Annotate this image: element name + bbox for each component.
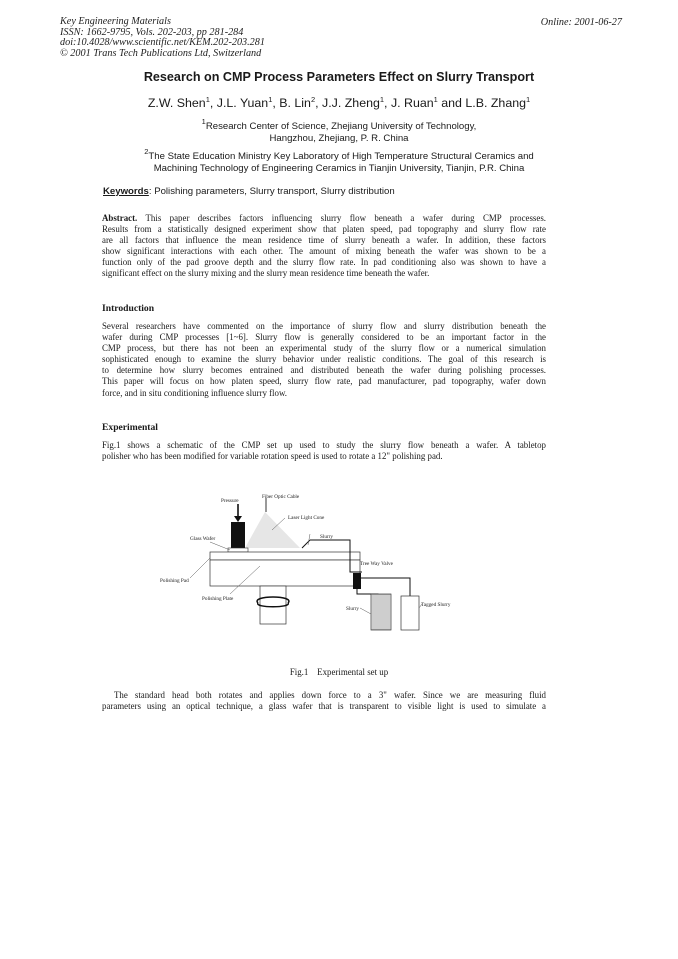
affiliation-mark: 2 [144, 147, 149, 156]
cmp-setup-figure [150, 490, 490, 640]
label-polishing-pad: Polishing Pad [160, 578, 189, 584]
closing-line: parameters using an optical technique, a glass wafer that is transparent to visible light is used to simulate a [102, 701, 546, 712]
online-date: Online: 2001-06-27 [540, 17, 622, 28]
label-fiber-optic-cable: Fiber Optic Cable [262, 494, 300, 500]
platen-shaft [260, 586, 286, 624]
figure-caption: Fig.1 Experimental set up [289, 667, 389, 677]
author-affiliation-mark: 1 [526, 95, 531, 104]
abstract-line: are all factors that influence the mean residence time of slurry beneath a wafer. In addition, these factors [102, 235, 546, 246]
introduction-body [102, 321, 546, 399]
introduction-line: sophisticated enough to examine the slurry behavior under realistic conditions. The goal of this research is [102, 354, 546, 365]
experimental-line: Fig.1 shows a schematic of the CMP set up used to study the slurry flow beneath a wafer. A tabletop [102, 440, 546, 450]
affiliation-line: Research Center of Science, Zhejiang University of Technology, [205, 121, 477, 132]
keywords [103, 186, 395, 197]
abstract-line: Results from a statistically designed experiment show that platen speed, pad topography and slurry flow rate [102, 224, 546, 235]
author: J. Ruan [390, 96, 434, 110]
author-affiliation-mark: 1 [433, 95, 438, 104]
affiliation-mark: 1 [201, 117, 206, 126]
keywords-text: : Polishing parameters, Slurry transport, Slurry distribution [148, 186, 395, 197]
three-way-valve [353, 573, 361, 589]
wafer-holder [231, 522, 245, 550]
introduction-line: force, and in situ conditioning influence slurry flow. [102, 387, 288, 398]
abstract-line: significant effect on the slurry mixing and the slurry mean residence time beneath the wafer. [102, 268, 430, 279]
tagged-slurry-container [401, 596, 419, 630]
author: Z.W. Shen [147, 96, 206, 110]
author-separator: , [272, 96, 280, 110]
copyright-line: © 2001 Trans Tech Publications Ltd, Switzerland [60, 47, 262, 59]
affiliation-line: Hangzhou, Zhejiang, P. R. China [269, 132, 409, 144]
journal-name: Key Engineering Materials [60, 16, 171, 27]
pressure-arrowhead [234, 516, 242, 522]
introduction-line: wafer during CMP processes [1~6]. Slurry flow is generally considered to be an important factor in the [102, 332, 546, 343]
polishing-plate [210, 560, 360, 586]
abstract [102, 213, 546, 280]
author: B. Lin [279, 96, 311, 110]
introduction-line: This paper will focus on how platen speed, slurry flow rate, pad manufacturer, pad topography, wafer down [102, 376, 546, 387]
affiliation-line: The State Education Ministry Key Laboratory of High Temperature Structural Ceramics and [148, 151, 534, 162]
author: J.L. Yuan [216, 96, 269, 110]
introduction-line: CMP process, but there has not been an experimental study of the slurry flow or a numerical simulation [102, 343, 546, 354]
closing-body [102, 690, 546, 712]
slurry-container [371, 594, 391, 630]
doi-line: doi:10.4028/www.scientific.net/KEM.202-203.281 [60, 37, 265, 49]
label-polishing-plate: Polishing Plate [202, 596, 234, 602]
issn-line: ISSN: 1662-9795, Vols. 202-203, pp 281-284 [60, 26, 244, 38]
experimental-body [102, 440, 546, 462]
polishing-pad [210, 552, 360, 560]
label-laser-light-cone: Laser Light Cone [288, 515, 325, 521]
introduction-line: to determine how slurry becomes entrained and distributed beneath the wafer during polishing processes. [102, 365, 546, 376]
glass-wafer [228, 548, 248, 552]
author-affiliation-mark: 1 [205, 95, 210, 104]
abstract-label: Abstract. [102, 213, 138, 223]
journal-header [60, 17, 265, 59]
author: L.B. Zhang [465, 96, 526, 110]
label-tagged-slurry: Tagged Slurry [421, 602, 451, 608]
closing-line: The standard head both rotates and applies down force to a 3" wafer. Since we are measuring fluid [114, 690, 546, 700]
affiliation-1 [0, 116, 678, 144]
affiliation-line: Machining Technology of Engineering Ceramics in Tianjin University, Tianjin, P.R. China [153, 162, 525, 174]
author-separator: and [437, 96, 466, 110]
abstract-line: This paper describes factors influencing slurry flow beneath a wafer during CMP processes. [137, 213, 546, 223]
experimental-line: polisher who has been modified for variable rotation speed is used to rotate a 12" polishing pad. [102, 451, 443, 462]
author: J.J. Zheng [322, 96, 380, 110]
author-separator: , [209, 96, 217, 110]
keywords-label: Keywords [103, 186, 149, 197]
paper-title: Research on CMP Process Parameters Effect on Slurry Transport [143, 70, 535, 84]
author-affiliation-mark: 2 [310, 95, 316, 104]
label-glass-wafer: Glass Wafer [190, 536, 216, 542]
label-pressure: Pressure [221, 498, 239, 504]
author-separator: , [315, 96, 323, 110]
label-slurry-top: Slurry [320, 534, 333, 540]
label-slurry-bottom: Slurry [346, 606, 359, 612]
affiliation-2 [0, 146, 678, 174]
author-affiliation-mark: 1 [379, 95, 385, 104]
experimental-heading: Experimental [102, 422, 158, 433]
author-affiliation-mark: 1 [268, 95, 273, 104]
introduction-line: Several researchers have commented on the importance of slurry flow and slurry distribution beneath the [102, 321, 546, 331]
abstract-line: function only of the pad groove depth and the slurry flow rate. In pad conditioning also was shown to have a [102, 257, 546, 268]
author-separator: , [384, 96, 391, 110]
abstract-line: show significant interactions with each other. The amount of mixing beneath the wafer was shown to be a [102, 246, 546, 257]
author-list [0, 95, 678, 110]
introduction-heading: Introduction [102, 303, 155, 314]
label-valve: Tree Way Valve [360, 561, 393, 567]
